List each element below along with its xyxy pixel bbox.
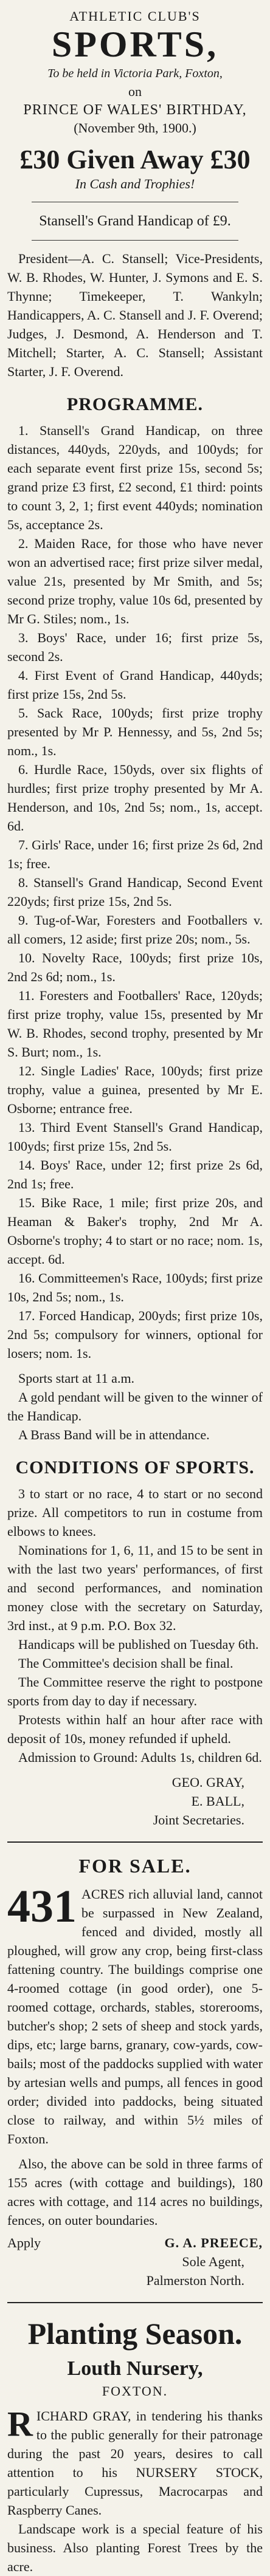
condition-paragraph: The Committee reserve the right to postpone sports from day to day if necessary. <box>7 1674 263 1708</box>
sports-title: SPORTS, <box>51 24 219 64</box>
programme-item: 16. Committeemen's Race, 100yds; first prize 10s, 2nd 5s; nom., 1s. <box>7 1270 263 1304</box>
programme-item: 1. Stansell's Grand Handicap, on three distances, 440yds, 220yds, and 100yds; for each separate event first prize 15s, second 5s; grand prize £3 first, £2 second, £1 third: points to count 3, 2, 1; first event 440yds; nomination 5s, acceptance 2s. <box>7 423 263 532</box>
programme-item: 17. Forced Handicap, 200yds; first prize 10s, 2nd 5s; compulsory for winners, optional for losers; nom. 1s. <box>7 1308 263 1361</box>
agent-name: G. A. PREECE, <box>164 2235 263 2250</box>
signatory: GEO. GRAY, <box>171 1775 244 1790</box>
signature-block <box>7 1773 263 1829</box>
condition-paragraph: Admission to Ground: Adults 1s, children 6d. <box>18 1750 262 1765</box>
programme-item: 5. Sack Race, 100yds; first prize trophy presented by Mr P. Hennessy, and 5s, 2nd 5s; nom., 1s. <box>7 705 263 758</box>
handicap-intro: Stansell's Grand Handicap of £9. <box>39 213 231 229</box>
conditions-heading: CONDITIONS OF SPORTS. <box>15 1458 255 1478</box>
condition-paragraph: Nominations for 1, 6, 11, and 15 to be sent in with the last two years' performances, of first and second performances, and nomination money close with the secretary on Saturday, 3rd inst., at 9 p.m. P.O. Box 32. <box>7 1543 263 1633</box>
on-line: on <box>128 84 142 99</box>
acres-description <box>7 1881 263 2148</box>
nursery-thanks-paragraph: ICHARD GRAY, in tendering his thanks to the public generally for their patronage during the past 20 years, desires to call attention to his NURSERY STOCK, particularly Cupressus, Macrocarpas and Raspberry Canes. <box>7 2408 263 2518</box>
advertisement-divider <box>7 2302 263 2303</box>
nursery-body <box>7 2406 263 2519</box>
programme-item: 4. First Event of Grand Handicap, 440yds; first prize 15s, 2nd 5s. <box>7 668 263 702</box>
acres-lead-paragraph: ACRES rich alluvial land, cannot be surpassed in New Zealand, fenced and divided, mostly all ploughed, will grow any crop, being first-class fattening country. The buildings comprise one 4-roomed cottage (in good order), one 5-roomed cottage, orchards, stables, storerooms, butcher's shop; 2 sets of sheep and stock yards, dips, etc; large barns, granary, cow-yards, cow-bails; most of the paddocks supplied with water by artesian wells and pumps, all fences in good order; divided into paddocks, being situated close to railway, and within 5½ miles of Foxton. <box>7 1886 263 2146</box>
programme-item: 11. Foresters and Footballers' Race, 120yds; first prize trophy, value 15s, presented by Mr W. B. Rhodes, second trophy, presented by Mr S. Burt; nom., 1s. <box>7 988 263 1060</box>
programme-item: 13. Third Event Stansell's Grand Handicap, 100yds; first prize 15s, 2nd 5s. <box>7 1120 263 1154</box>
condition-paragraph: 3 to start or no race, 4 to start or no second prize. All competitors to run in costume from elbows to knees. <box>7 1486 263 1539</box>
programme-heading: PROGRAMME. <box>66 394 204 414</box>
pendant-note: A gold pendant will be given to the winner of the Handicap. <box>7 1389 263 1423</box>
start-time: Sports start at 11 a.m. <box>18 1371 135 1386</box>
apply-line <box>7 2233 263 2252</box>
signatory: E. BALL, <box>191 1793 244 1809</box>
venue-line: To be held in Victoria Park, Foxton, <box>47 67 223 80</box>
programme-item: 8. Stansell's Grand Handicap, Second Event 220yds; first prize 15s, 2nd 5s. <box>7 875 263 909</box>
planting-season-title: Planting Season. <box>27 2317 243 2351</box>
giveaway-banner: £30 Given Away £30 <box>19 145 251 174</box>
band-note: A Brass Band will be in attendance. <box>18 1427 210 1442</box>
newspaper-column <box>7 0 263 2576</box>
condition-paragraph: The Committee's decision shall be final. <box>18 1656 234 1671</box>
signatory: Joint Secretaries. <box>153 1812 244 1828</box>
nursery-advertisement <box>7 2315 263 2576</box>
date-line: (November 9th, 1900.) <box>74 120 196 135</box>
programme-item: 7. Girls' Race, under 16; first prize 2s 6d, 2nd 1s; free. <box>7 837 263 871</box>
apply-label: Apply <box>7 2235 41 2250</box>
for-sale-advertisement <box>7 1855 263 2290</box>
agent-role: Sole Agent, <box>182 2254 244 2269</box>
programme-item: 9. Tug-of-War, Foresters and Footballers v. all comers, 12 aside; first prize 20s; nom., 5s. <box>7 913 263 947</box>
landscape-paragraph: Landscape work is a special feature of his business. Also planting Forest Trees by the acre. <box>7 2521 263 2574</box>
nursery-place: FOXTON. <box>102 2383 168 2399</box>
acres-number: 431 <box>7 1881 77 1932</box>
divider <box>32 240 238 241</box>
programme-item: 3. Boys' Race, under 16; first prize 5s, second 2s. <box>7 630 263 664</box>
programme-item: 6. Hurdle Race, 150yds, over six flights of hurdles; first prize trophy presented by Mr A. Henderson, and 10s, 2nd 5s; nom., 1s, accept. 6d. <box>7 762 263 834</box>
condition-paragraph: Protests within half an hour after race with deposit of 10s, money refunded if upheld. <box>7 1712 263 1746</box>
for-sale-heading: FOR SALE. <box>78 1855 192 1877</box>
condition-paragraph: Handicaps will be published on Tuesday 6th. <box>18 1637 259 1652</box>
nursery-name: Louth Nursery, <box>67 2357 203 2380</box>
sports-advertisement <box>7 9 263 1829</box>
giveaway-subtitle: In Cash and Trophies! <box>75 176 195 191</box>
agent-place: Palmerston North. <box>146 2273 244 2288</box>
programme-item: 14. Boys' Race, under 12; first prize 2s 6d, 2nd 1s; free. <box>7 1157 263 1191</box>
programme-list <box>7 421 263 1363</box>
subdivision-paragraph: Also, the above can be sold in three farms of 155 acres (with cottage and buildings), 180 acres with cottage, and 114 acres no buildings, fences, on outer boundaries. <box>7 2156 263 2228</box>
officials-paragraph: President—A. C. Stansell; Vice-Presidents, W. B. Rhodes, W. Hunter, J. Symons and E. S. Thynne; Timekeeper, T. Wankyln; Handicappers, A. C. Stansell and J. F. Overend; Judges, J. Desmond, A. Henderson and T. Mitchell; Starter, A. C. Stansell; Assistant Starter, J. F. Overend. <box>7 251 263 379</box>
drop-cap: R <box>7 2404 33 2444</box>
advertisement-divider <box>7 1841 263 1843</box>
occasion-line: PRINCE OF WALES' BIRTHDAY, <box>23 102 247 118</box>
programme-item: 15. Bike Race, 1 mile; first prize 20s, and Heaman & Baker's trophy, 2nd Mr A. Osborne's trophy; 4 to start or no race; nom. 1s, accept. 6d. <box>7 1195 263 1267</box>
programme-item: 2. Maiden Race, for those who have never won an advertised race; first prize silver medal, value 21s, presented by Mr Smith, and 5s; second prize trophy, value 10s 6d, presented by Mr G. Stiles; nom., 1s. <box>7 536 263 626</box>
programme-item: 10. Novelty Race, 100yds; first prize 10s, 2nd 2s 6d; nom., 1s. <box>7 950 263 984</box>
masthead-top: ATHLETIC CLUB'S <box>69 9 201 24</box>
programme-item: 12. Single Ladies' Race, 100yds; first prize trophy, value a guinea, presented by Mr E. Osborne; entrance free. <box>7 1063 263 1116</box>
